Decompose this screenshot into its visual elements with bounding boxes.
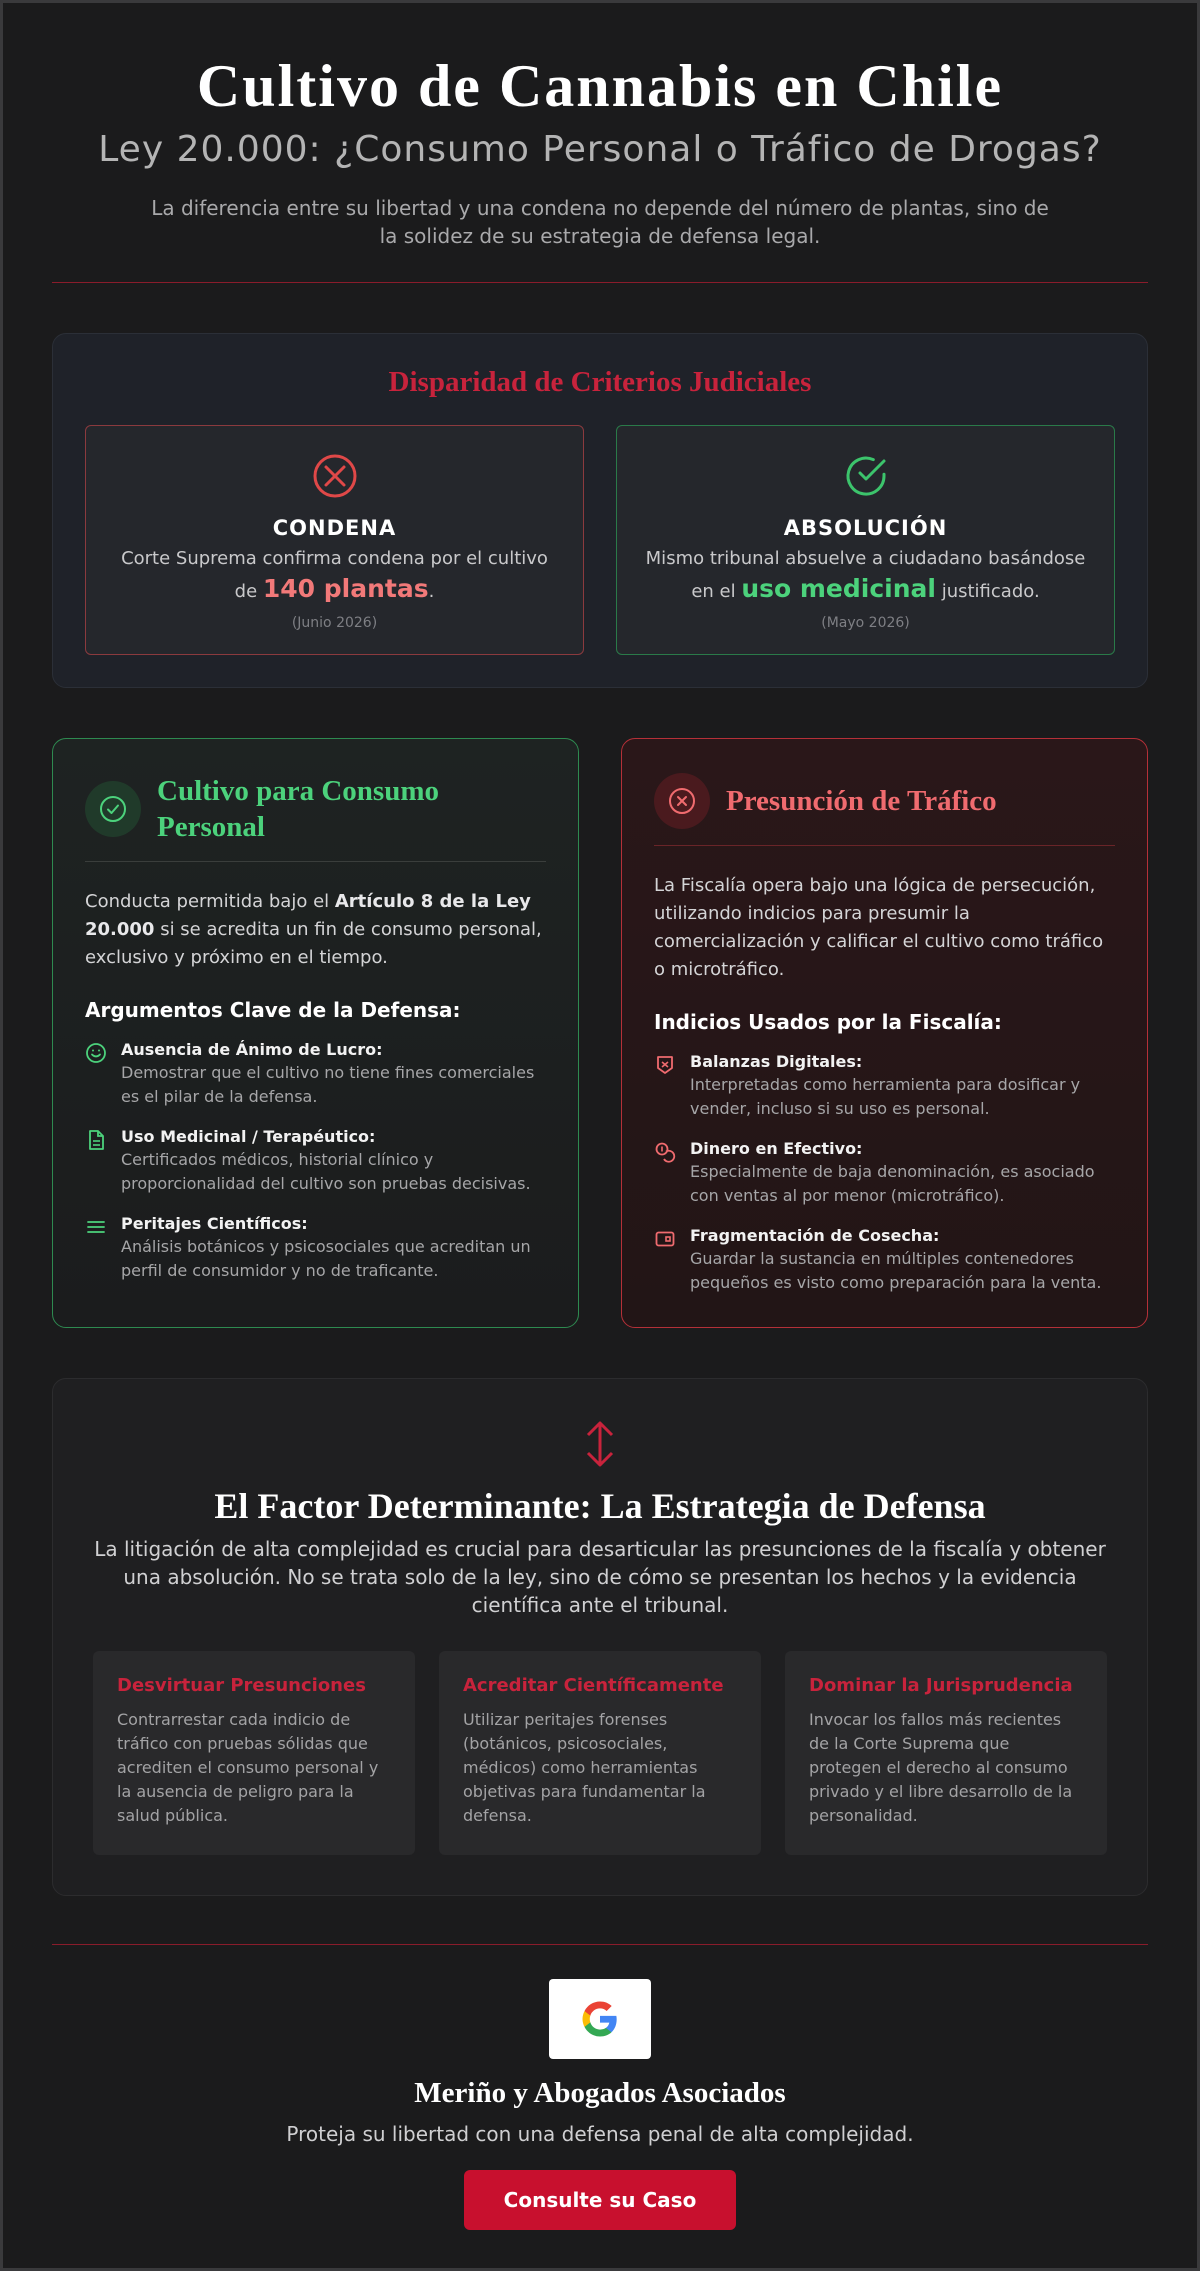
absolucion-highlight: uso medicinal [741, 574, 936, 603]
arg-desc: Demostrar que el cultivo no tiene fines comerciales es el pilar de la defensa. [121, 1063, 535, 1106]
consumo-text-before: Conducta permitida bajo el [85, 891, 335, 912]
google-logo-icon [580, 1999, 620, 2039]
absolucion-text-before: Mismo tribunal absuelve a ciudadano basándose en el [645, 548, 1086, 602]
indicios-heading: Indicios Usados por la Fiscalía: [654, 1010, 1002, 1034]
list-item [85, 1214, 546, 1283]
list-item [85, 1040, 546, 1109]
trafico-header [654, 773, 1115, 846]
indicio-desc: Guardar la sustancia en múltiples contenedores pequeños es visto como preparación para la venta. [690, 1249, 1102, 1292]
condena-highlight: 140 plantas [262, 574, 429, 603]
check-circle-icon [98, 794, 128, 824]
scale-icon [654, 1054, 676, 1076]
footer-divider [52, 1944, 1148, 1945]
absolucion-date: (Mayo 2026) [821, 615, 910, 631]
tile-desc: Utilizar peritajes forenses (botánicos, psicosociales, médicos) como herramientas objetivas para fundamentar la defensa. [463, 1710, 706, 1825]
disparity-title: Disparidad de Criterios Judiciales [388, 366, 812, 398]
condena-text-after: . [428, 581, 435, 602]
arg-desc: Certificados médicos, historial clínico y proporcionalidad del cultivo son pruebas decisivas. [121, 1150, 531, 1193]
indicio-title: Dinero en Efectivo: [690, 1139, 863, 1158]
arg-desc: Análisis botánicos y psicosociales que acreditan un perfil de consumidor y no de traficante. [121, 1237, 531, 1280]
x-circle-icon [667, 786, 697, 816]
smile-icon [85, 1042, 107, 1064]
list-item [654, 1052, 1115, 1121]
strategy-title: El Factor Determinante: La Estrategia de Defensa [214, 1486, 986, 1526]
condena-text-before: Corte Suprema confirma condena por el cultivo de [121, 548, 548, 602]
list-item [654, 1226, 1115, 1295]
strategy-tile [93, 1651, 415, 1855]
footer [3, 1979, 1197, 2230]
indicio-title: Fragmentación de Cosecha: [690, 1226, 940, 1245]
coins-icon [654, 1141, 676, 1163]
header [3, 3, 1197, 250]
x-circle-icon [311, 452, 359, 500]
diamond-arrows-icon [580, 1419, 620, 1469]
indicio-desc: Interpretadas como herramienta para dosificar y vender, incluso si su uso es personal. [690, 1075, 1081, 1118]
disparity-section [52, 333, 1148, 688]
indicio-title: Balanzas Digitales: [690, 1052, 863, 1071]
consumo-text-bold: Artículo 8 de la Ley 20.000 [85, 891, 531, 940]
condena-date: (Junio 2026) [291, 615, 378, 631]
trafico-badge [654, 773, 710, 829]
page-subtitle: Ley 20.000: ¿Consumo Personal o Tráfico de Drogas? [98, 129, 1102, 170]
list-item [85, 1127, 546, 1196]
intro-text: La diferencia entre su libertad y una condena no depende del número de plantas, sino de la solidez de su estrategia de defensa legal. [151, 196, 1049, 248]
tile-desc: Invocar los fallos más recientes de la Corte Suprema que protegen el derecho al consumo privado y el libre desarrollo de la personalidad. [809, 1710, 1073, 1825]
comparison-columns [52, 738, 1148, 1328]
tile-title: Dominar la Jurisprudencia [809, 1675, 1073, 1696]
strategy-tiles [93, 1651, 1107, 1855]
strategy-text: La litigación de alta complejidad es crucial para desarticular las presunciones de la fiscalía y obtener una absolución. No se trata solo de la ley, sino de cómo se presentan los hechos y la evidencia científica ante el tribunal. [94, 1537, 1106, 1617]
condena-card [85, 425, 584, 655]
trafico-title: Presunción de Tráfico [726, 785, 997, 817]
firm-name: Meriño y Abogados Asociados [414, 2077, 786, 2109]
arg-title: Uso Medicinal / Terapéutico: [121, 1127, 376, 1146]
consumo-badge [85, 781, 141, 837]
consumo-card [52, 738, 579, 1328]
condena-title: CONDENA [272, 516, 397, 540]
strategy-section [52, 1378, 1148, 1896]
verdict-cards [85, 425, 1115, 655]
list-icon [85, 1216, 107, 1238]
trafico-text: La Fiscalía opera bajo una lógica de persecución, utilizando indicios para presumir la comercialización y calificar el cultivo como tráfico o microtráfico. [654, 875, 1104, 980]
strategy-tile [785, 1651, 1107, 1855]
arg-title: Ausencia de Ánimo de Lucro: [121, 1040, 383, 1059]
check-circle-icon [842, 452, 890, 500]
consult-button[interactable]: Consulte su Caso [464, 2170, 736, 2230]
page-title: Cultivo de Cannabis en Chile [196, 53, 1004, 119]
condena-text [115, 544, 555, 607]
absolucion-title: ABSOLUCIÓN [783, 516, 948, 540]
list-item [654, 1139, 1115, 1208]
consumo-text [85, 888, 546, 972]
absolucion-card [616, 425, 1115, 655]
absolucion-text [646, 544, 1086, 607]
indicio-desc: Especialmente de baja denominación, es asociado con ventas al por menor (microtráfico). [690, 1162, 1095, 1205]
header-divider [52, 282, 1148, 283]
args-heading: Argumentos Clave de la Defensa: [85, 998, 461, 1022]
consumo-header [85, 773, 546, 862]
arg-title: Peritajes Científicos: [121, 1214, 308, 1233]
document-icon [85, 1129, 107, 1151]
google-logo[interactable] [549, 1979, 651, 2059]
tile-title: Acreditar Científicamente [463, 1675, 724, 1696]
consumo-title: Cultivo para Consumo Personal [157, 775, 439, 843]
trafico-card [621, 738, 1148, 1328]
firm-tagline: Proteja su libertad con una defensa penal de alta complejidad. [286, 2122, 914, 2146]
tile-title: Desvirtuar Presunciones [117, 1675, 366, 1696]
consumo-text-after: si se acredita un fin de consumo personal, exclusivo y próximo en el tiempo. [85, 919, 542, 968]
strategy-tile [439, 1651, 761, 1855]
package-icon [654, 1228, 676, 1250]
absolucion-text-after: justificado. [935, 581, 1040, 602]
tile-desc: Contrarrestar cada indicio de tráfico con pruebas sólidas que acrediten el consumo personal y la ausencia de peligro para la salud pública. [117, 1710, 379, 1825]
